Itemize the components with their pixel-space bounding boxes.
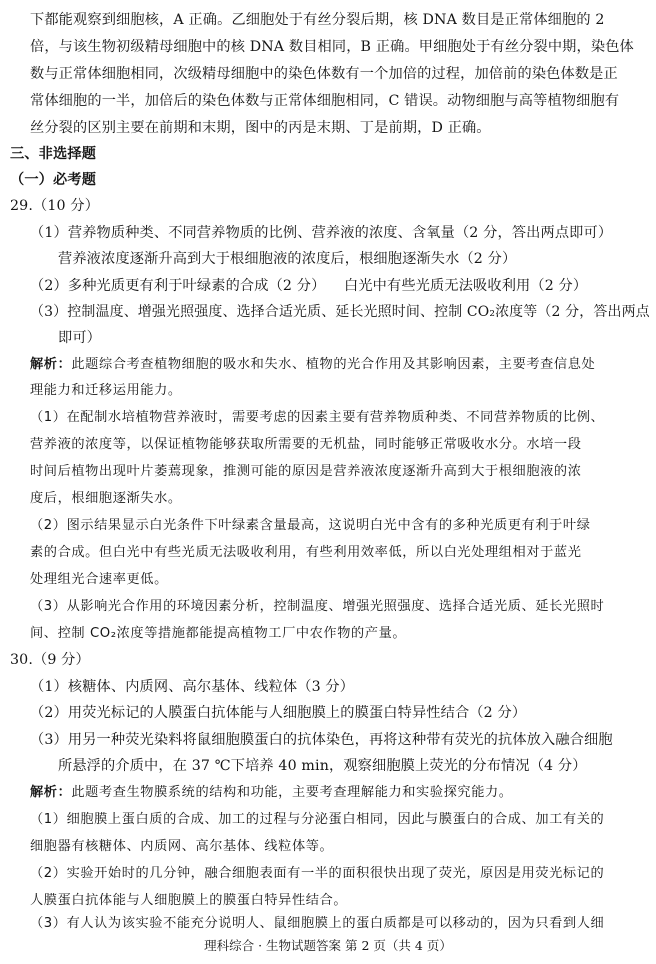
q30-answer-3a: （3）用另一种荧光染料将鼠细胞膜蛋白的抗体染色，再将这种带有荧光的抗体放入融合细胞 [30, 732, 613, 748]
text-line: 细胞器有核糖体、内质网、高尔基体、线粒体等。 [30, 839, 334, 854]
q29-answer-1b: 营养液浓度逐渐升高到大于根细胞液的浓度后，根细胞逐渐失水（2 分） [58, 251, 517, 267]
q29-answer-2a: （2）多种光质更有利于叶绿素的合成（2 分） [30, 278, 326, 294]
text-line: 间、控制 CO₂浓度等措施都能提高植物工厂中农作物的产量。 [30, 626, 407, 641]
text-line: 营养液的浓度等，以保证植物能够获取所需要的无机盐，同时能够正常吸收水分。水培一段 [30, 437, 582, 452]
q29-number: 29.（10 分） [10, 198, 100, 214]
text-line: （2）实验开始时的几分钟，融合细胞表面有一半的面积很快出现了荧光，原因是用荧光标记的 [30, 866, 605, 881]
section-heading: 三、非选择题 [10, 146, 97, 162]
q30-answer-1: （1）核糖体、内质网、高尔基体、线粒体（3 分） [30, 679, 355, 695]
text-line: （1）细胞膜上蛋白质的合成、加工的过程与分泌蛋白相同，因此与膜蛋白的合成、加工有关的 [30, 812, 605, 827]
q30-answer-2: （2）用荧光标记的人膜蛋白抗体能与人细胞膜上的膜蛋白特异性结合（2 分） [30, 705, 527, 721]
text-line: 下都能观察到细胞核，A 正确。乙细胞处于有丝分裂后期，核 DNA 数目是正常体细胞的 2 [30, 12, 605, 28]
subsection-heading: （一）必考题 [10, 172, 97, 188]
q29-answer-3b: 即可） [58, 330, 102, 346]
text-line: 理能力和迁移运用能力。 [30, 383, 182, 398]
q30-number: 30.（9 分） [10, 652, 90, 668]
text-line: 常体细胞的一半，加倍后的染色体数与正常体细胞相同，C 错误。动物细胞与高等植物细胞有 [30, 93, 620, 109]
text-line: 倍，与该生物初级精母细胞中的核 DNA 数目相同，B 正确。甲细胞处于有丝分裂中期，染色体 [30, 39, 634, 55]
explanation-text: 此题考查生物膜系统的结构和功能，主要考查理解能力和实验探究能力。 [71, 785, 513, 800]
text-line: 处理组光合速率更低。 [30, 572, 168, 587]
text-line: 丝分裂的区别主要在前期和末期，图中的丙是末期、丁是前期，D 正确。 [30, 120, 491, 136]
explanation-text: 此题综合考查植物细胞的吸水和失水、植物的光合作用及其影响因素，主要考查信息处 [71, 357, 596, 372]
text-line: 时间后植物出现叶片萎蔫现象，推测可能的原因是营养液浓度逐渐升高到大于根细胞液的浓 [30, 464, 582, 479]
q30-explanation-intro [30, 783, 513, 803]
text-line: （2）图示结果显示白光条件下叶绿素含量最高，这说明白光中含有的多种光质更有利于叶绿 [30, 518, 591, 533]
text-line: 数与正常体细胞相同，次级精母细胞中的染色体数有一个加倍的过程，加倍前的染色体数是正 [30, 66, 618, 82]
text-line: （1）在配制水培植物营养液时，需要考虑的因素主要有营养物质种类、不同营养物质的比例、 [30, 410, 605, 425]
text-line: 人膜蛋白抗体能与人细胞膜上的膜蛋白特异性结合。 [30, 893, 348, 908]
q29-answer-2b: 白光中有些光质无法吸收利用（2 分） [344, 278, 588, 294]
q30-answer-3b: 所悬浮的介质中，在 37 ℃下培养 40 min，观察细胞膜上荧光的分布情况（4 分） [58, 758, 587, 774]
q29-answer-1: （1）营养物质种类、不同营养物质的比例、营养液的浓度、含氧量（2 分，答出两点即可） [30, 225, 613, 241]
q29-explanation-intro [30, 355, 595, 375]
q29-answer-3a: （3）控制温度、增强光照强度、选择合适光质、延长光照时间、控制 CO₂浓度等（2 分，答出两点 [30, 304, 650, 320]
page-footer: 理科综合 · 生物试题答案 第 2 页（共 4 页） [204, 938, 452, 953]
explanation-label: 解析： [30, 357, 72, 372]
text-line: （3）从影响光合作用的环境因素分析，控制温度、增强光照强度、选择合适光质、延长光照时 [30, 599, 605, 614]
text-line: （3）有人认为该实验不能充分说明人、鼠细胞膜上的蛋白质都是可以移动的，因为只看到人细 [30, 916, 605, 931]
text-line: 素的合成。但白光中有些光质无法吸收利用，有些利用效率低，所以白光处理组相对于蓝光 [30, 545, 582, 560]
text-line: 度后，根细胞逐渐失水。 [30, 491, 182, 506]
explanation-label: 解析： [30, 785, 72, 800]
